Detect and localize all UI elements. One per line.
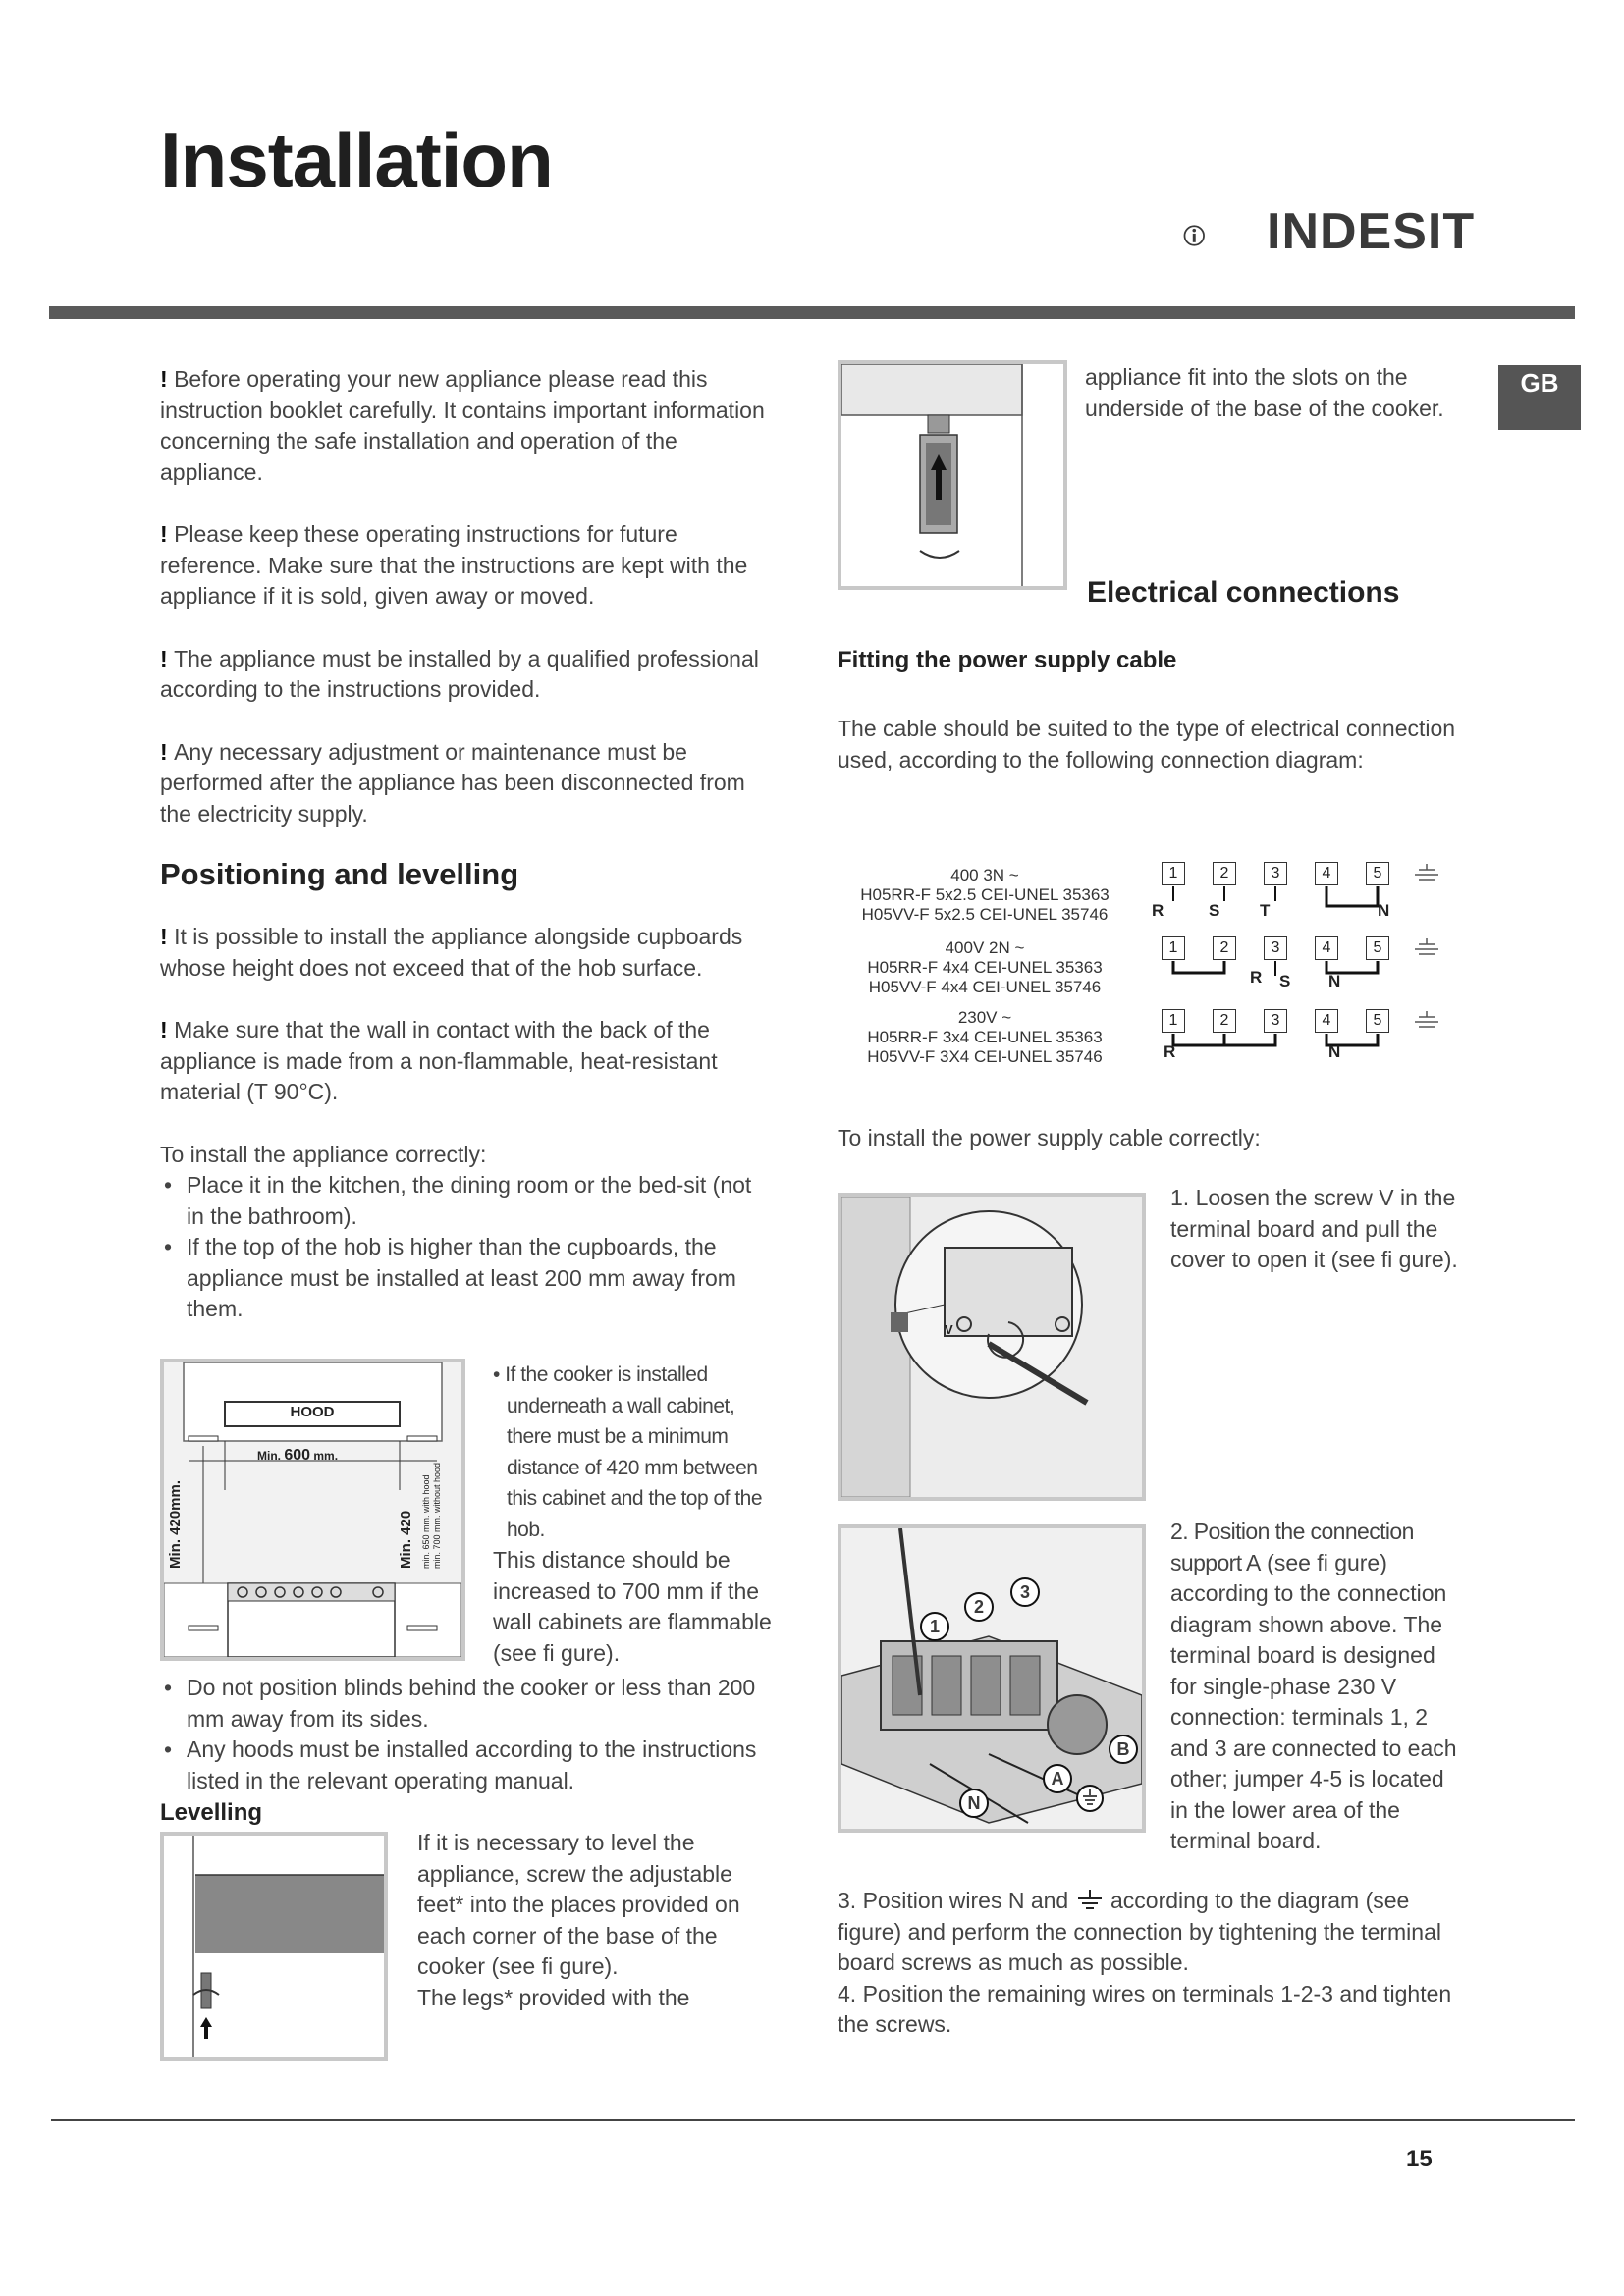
- diagram-row-1-labels: 400 3N ~ H05RR-F 5x2.5 CEI-UNEL 35363 H05VV-F 5x2.5 CEI-UNEL 35746: [860, 866, 1110, 924]
- cabinet-text-a: • If the cooker is installed underneath a wall cabinet, there must be a minimum distance of 420 mm between this cabinet and the top of the hob.: [493, 1363, 763, 1541]
- min-420-left-label: Min. 420mm.: [167, 1479, 184, 1569]
- cabinet-text-b: This distance should be increased to 700 mm if the wall cabinets are flammable (see fi gure).: [493, 1547, 772, 1666]
- terminal-row-3: 1 2 3 4 5 R N: [1152, 1009, 1466, 1068]
- step-2-part-1: 2. Position the connection support A (see fi gure): [1170, 1519, 1414, 1575]
- warning-paragraph: ! Make sure that the wall in contact with the back of the appliance is made from a non-flammable, heat-resistant material (T 90°C).: [160, 1017, 718, 1104]
- list-item: • Place it in the kitchen, the dining room or the bed-sit (not in the bathroom).: [160, 1170, 769, 1232]
- positioning-heading: Positioning and levelling: [160, 857, 519, 891]
- language-tab: GB: [1498, 365, 1581, 430]
- warning-paragraph: ! Before operating your new appliance please read this instruction booklet carefully. It contains important information concerning the safe installation and operation of the appliance.: [160, 366, 765, 485]
- cable-intro: The cable should be suited to the type of electrical connection used, according to the following connection diagram:: [838, 716, 1456, 773]
- ground-symbol-icon: [1075, 1890, 1105, 1911]
- legs-continued-text: appliance fit into the slots on the underside of the base of the cooker.: [1085, 364, 1444, 421]
- brand-name: INDESIT: [1267, 203, 1476, 260]
- min-420-right-label: Min. 420: [398, 1510, 414, 1569]
- fitting-heading: Fitting the power supply cable: [838, 647, 1177, 673]
- callout-n: N: [959, 1789, 989, 1818]
- electrical-heading: Electrical connections: [1087, 576, 1400, 609]
- step-4: 4. Position the remaining wires on terminals 1-2-3 and tighten the screws.: [838, 1980, 1452, 2037]
- screw-v-label: V: [945, 1322, 953, 1337]
- hood-clearance-figure: [160, 1359, 465, 1661]
- warning-paragraph: ! The appliance must be installed by a qualified professional according to the instructions provided.: [160, 645, 759, 702]
- callout-3: 3: [1010, 1577, 1040, 1607]
- ground-icon: [1075, 1784, 1105, 1813]
- terminal-cover-diagram: [841, 1197, 1142, 1497]
- terminal-row-1-wires: [1152, 862, 1466, 921]
- terminal-cover-figure: [838, 1193, 1146, 1501]
- warnings-block: [160, 364, 769, 829]
- connection-support-figure: [838, 1524, 1146, 1833]
- min-600-label: Min. 600 mm.: [257, 1447, 339, 1464]
- cabinet-distance-text: [493, 1360, 778, 1669]
- levelling-figure: [160, 1832, 388, 2061]
- page-number: 15: [1406, 2146, 1433, 2172]
- legs-figure: [838, 360, 1067, 590]
- indesit-logo-icon: [1183, 196, 1262, 275]
- footer-divider: [51, 2119, 1575, 2121]
- diagram-row-2-labels: 400V 2N ~ H05RR-F 4x4 CEI-UNEL 35363 H05VV-F 4x4 CEI-UNEL 35746: [867, 938, 1103, 996]
- callout-2: 2: [964, 1592, 994, 1622]
- callout-a: A: [1043, 1764, 1072, 1793]
- levelling-diagram: [164, 1836, 384, 2057]
- steps-3-4: [838, 1886, 1466, 2041]
- callout-b: B: [1109, 1735, 1138, 1764]
- list-item: • Any hoods must be installed according to the instructions listed in the relevant operating manual.: [160, 1735, 769, 1796]
- list-item: • If the top of the hob is higher than the cupboards, the appliance must be installed at least 200 mm away from them.: [160, 1232, 769, 1325]
- list-item: • Do not position blinds behind the cooker or less than 200 mm away from its sides.: [160, 1673, 769, 1735]
- terminal-row-1: 1 2 3 4 5 R S T N: [1152, 862, 1466, 921]
- side-clearance-label: min. 650 mm. with hood min. 700 mm. without hood: [421, 1462, 442, 1569]
- step-2-part-2: according to the connection diagram shown above. The terminal board is designed for single-phase 230 V connection: terminals 1, 2 and 3 are connected to each other; jumper 4-5 is located in the lower area of the terminal board.: [1170, 1580, 1457, 1853]
- step-1: 1. Loosen the screw V in the terminal board and pull the cover to open it (see fi gure).: [1170, 1185, 1458, 1272]
- terminal-row-2: 1 2 3 4 5 R S N: [1152, 936, 1466, 995]
- install-bullets: [160, 1170, 769, 1325]
- warning-paragraph: ! It is possible to install the appliance alongside cupboards whose height does not exceed that of the hob surface.: [160, 924, 743, 981]
- positioning-block: [160, 922, 769, 1325]
- terminal-row-2-wires: [1152, 936, 1466, 995]
- terminal-row-3-wires: [1152, 1009, 1466, 1068]
- more-bullets-block: [160, 1673, 769, 1796]
- page-title: Installation: [160, 117, 553, 203]
- install-bullets-more: [160, 1673, 769, 1796]
- connection-diagram: [838, 854, 1466, 1080]
- callout-1: 1: [920, 1612, 949, 1641]
- warning-paragraph: ! Any necessary adjustment or maintenance must be performed after the appliance has been disconnected from the electricity supply.: [160, 738, 745, 827]
- leg-diagram: [841, 364, 1063, 586]
- install-intro: To install the appliance correctly:: [160, 1141, 487, 1167]
- header-divider: [49, 306, 1575, 319]
- install-cable-intro: To install the power supply cable correctly:: [838, 1125, 1261, 1150]
- warning-paragraph: ! Please keep these operating instructions for future reference. Make sure that the instructions are kept with the appliance if it is sold, given away or moved.: [160, 521, 748, 609]
- levelling-heading: Levelling: [160, 1799, 263, 1826]
- diagram-row-3-labels: 230V ~ H05RR-F 3x4 CEI-UNEL 35363 H05VV-F 3X4 CEI-UNEL 35746: [867, 1008, 1103, 1066]
- step-3: 3. Position wires N and according to the diagram (see figure) and perform the connection by tightening the terminal board screws as much as possible.: [838, 1888, 1441, 1975]
- hood-label: HOOD: [290, 1404, 335, 1420]
- levelling-text: If it is necessary to level the appliance, screw the adjustable feet* into the places provided on each corner of the base of the cooker (see fi gure). The legs* provided with the: [417, 1830, 740, 2010]
